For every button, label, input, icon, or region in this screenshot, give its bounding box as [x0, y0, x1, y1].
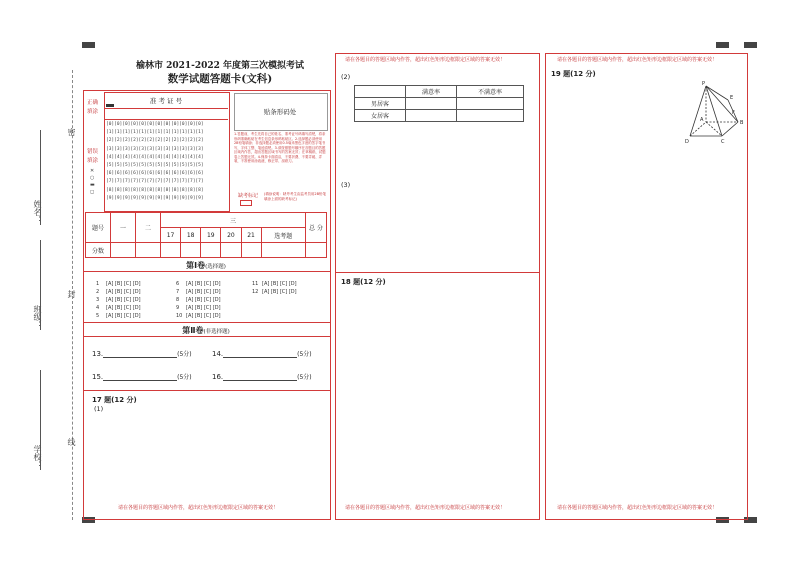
warning-text: 请在各题目的答题区域内作答，超出红色矩形边框限定区域的答案无效！ — [118, 505, 279, 511]
exam-number-entry-row — [104, 108, 228, 120]
digit-row: [3][3][3][3][3][3][3][3][3][3][3][3] — [106, 146, 204, 152]
figure-label-f: F — [732, 110, 735, 116]
score-col-18: 18 — [181, 228, 201, 243]
card-title: 数学试题答题卡(文科) — [167, 73, 273, 85]
score-cell[interactable] — [241, 243, 261, 258]
survey-header-empty — [355, 86, 406, 98]
name-line — [40, 130, 41, 225]
score-section-1: 一 — [111, 213, 136, 243]
score-cell[interactable] — [136, 243, 161, 258]
survey-cell[interactable] — [456, 98, 523, 110]
part2-divider — [83, 336, 330, 337]
exam-title: 榆林市 2021-2022 年度第三次模拟考试 — [135, 61, 305, 71]
alignment-marker — [716, 42, 729, 48]
warning-text: 请在各题目的答题区域内作答，超出红色矩形边框限定区域的答案无效！ — [345, 57, 506, 63]
school-line — [40, 370, 41, 470]
survey-header-satisfied: 满意率 — [406, 86, 457, 98]
digit-row: [1][1][1][1][1][1][1][1][1][1][1][1] — [106, 130, 204, 136]
pyramid-figure — [680, 78, 746, 146]
q16-part3-label: (3) — [341, 181, 351, 189]
q19-answer-area[interactable] — [548, 150, 743, 495]
alignment-marker — [82, 42, 95, 48]
mc-item[interactable]: 7 [A] [B] [C] [D] — [176, 289, 221, 295]
score-cell[interactable] — [161, 243, 181, 258]
part1-subtitle: (选择题) — [205, 264, 226, 270]
q19-title: 19 题(12 分) — [551, 70, 596, 78]
survey-cell[interactable] — [406, 98, 457, 110]
absent-mark-note: (填涂说明：缺考考生由监考员用2B铅笔填涂上面的缺考标记) — [264, 192, 326, 201]
mc-item[interactable]: 11 [A] [B] [C] [D] — [252, 281, 297, 287]
score-table — [85, 212, 327, 258]
wrong-fill-label: 错误填涂 — [87, 149, 99, 164]
wrong-fill-samples: ✕ ○ ▬ ◻ — [90, 168, 95, 195]
figure-label-c: C — [721, 139, 725, 145]
figure-label-p: P — [702, 81, 706, 87]
barcode-label: 贴条形码处 — [263, 108, 297, 116]
digit-bubble-grid[interactable] — [106, 121, 228, 203]
digit-row: [7][7][7][7][7][7][7][7][7][7][7][7] — [106, 179, 204, 185]
school-label: 学校： — [33, 445, 42, 469]
correct-fill-label: 正确填涂 — [87, 100, 99, 115]
score-col-21: 21 — [241, 228, 261, 243]
score-header-label: 题号 — [86, 213, 111, 243]
seal-xian: 线 — [67, 438, 76, 446]
score-col-elective: 选考题 — [261, 228, 305, 243]
score-cell[interactable] — [221, 243, 241, 258]
part2-subtitle: (非选择题) — [203, 329, 230, 335]
q17-divider — [83, 390, 330, 391]
name-label: 姓名： — [33, 200, 42, 224]
part1-heading — [83, 260, 329, 271]
digit-row: [8][8][8][8][8][8][8][8][8][8][8][8] — [106, 187, 204, 193]
alignment-marker — [744, 42, 757, 48]
digit-row: [9][9][9][9][9][9][9][9][9][9][9][9] — [106, 195, 204, 201]
mc-item[interactable]: 8 [A] [B] [C] [D] — [176, 297, 221, 303]
q18-answer-area[interactable] — [338, 290, 535, 495]
absent-mark-box[interactable] — [240, 200, 252, 206]
survey-table — [354, 85, 524, 122]
figure-label-d: D — [685, 139, 689, 145]
digit-row: [5][5][5][5][5][5][5][5][5][5][5][5] — [106, 163, 204, 169]
score-total-label: 总 分 — [306, 213, 327, 243]
exam-number-label: 准 考 证 号 — [149, 97, 183, 105]
q18-divider — [335, 272, 539, 273]
score-cell[interactable] — [111, 243, 136, 258]
class-label: 班级： — [33, 305, 42, 329]
mc-item[interactable]: 4 [A] [B] [C] [D] — [96, 305, 141, 311]
part2-title: 第Ⅱ卷 — [182, 326, 204, 335]
mc-item[interactable]: 1 [A] [B] [C] [D] — [96, 281, 141, 287]
score-row-label: 分数 — [86, 243, 111, 258]
q17-answer-area[interactable] — [86, 414, 326, 502]
fill-blank-14[interactable]: 14. (5分) — [212, 350, 312, 358]
figure-label-a: A — [700, 117, 704, 123]
instructions-text: 1.答题前，考生先将自己的姓名、准考证号码填写清楚，将条形码准确粘贴在考生信息条形码粘贴区。2.选择题必须使用2B铅笔填涂；非选择题必须使用0.5毫米黑色字迹的签字笔书写，字体工整、笔迹清楚。3.请按照题号顺序在各题目的答题区域内作答，超出答题区域书写的答案无效；在草稿纸、试题卷上答题无效。4.保持卡面清洁，不要折叠、不要弄破、弄皱，不准使用涂改液、修正带、刮纸刀。 — [234, 132, 326, 163]
survey-row-female: 女居客 — [355, 110, 406, 122]
score-section-3: 三 — [161, 213, 306, 228]
seal-mi: 密 — [67, 128, 76, 136]
fill-blank-16[interactable]: 16. (5分) — [212, 373, 312, 381]
mc-item[interactable]: 6 [A] [B] [C] [D] — [176, 281, 221, 287]
survey-cell[interactable] — [456, 110, 523, 122]
score-col-20: 20 — [221, 228, 241, 243]
score-cell[interactable] — [261, 243, 305, 258]
fill-blank-13[interactable]: 13. (5分) — [92, 350, 192, 358]
warning-text: 请在各题目的答题区域内作答，超出红色矩形边框限定区域的答案无效！ — [557, 505, 718, 511]
score-section-2: 二 — [136, 213, 161, 243]
q18-title: 18 题(12 分) — [341, 278, 386, 286]
seal-feng: 封 — [67, 290, 76, 298]
q16-answer-area[interactable] — [338, 125, 535, 270]
survey-cell[interactable] — [406, 110, 457, 122]
warning-text: 请在各题目的答题区域内作答，超出红色矩形边框限定区域的答案无效！ — [557, 57, 718, 63]
mc-item[interactable]: 12 [A] [B] [C] [D] — [252, 289, 297, 295]
q17-part1: (1) — [94, 405, 104, 413]
survey-row-male: 男居客 — [355, 98, 406, 110]
part1-title: 第Ⅰ卷 — [186, 261, 206, 270]
figure-label-b: B — [740, 120, 744, 126]
figure-label-e: E — [730, 95, 734, 101]
score-cell[interactable] — [201, 243, 221, 258]
fill-blank-15[interactable]: 15. (5分) — [92, 373, 192, 381]
digit-row: [6][6][6][6][6][6][6][6][6][6][6][6] — [106, 171, 204, 177]
q17-title: 17 题(12 分) — [92, 396, 137, 404]
score-col-19: 19 — [201, 228, 221, 243]
part2-heading — [83, 325, 329, 336]
q16-part2-label: (2) — [341, 73, 351, 81]
absent-mark-label: 缺考标记 — [238, 193, 259, 199]
mc-item[interactable]: 9 [A] [B] [C] [D] — [176, 305, 221, 311]
mc-item[interactable]: 5 [A] [B] [C] [D] — [96, 313, 141, 319]
score-cell[interactable] — [181, 243, 201, 258]
digit-row: [0][0][0][0][0][0][0][0][0][0][0][0] — [106, 122, 204, 127]
part1-bottom-divider — [83, 322, 330, 323]
part1-divider — [83, 271, 330, 272]
score-col-17: 17 — [161, 228, 181, 243]
warning-text: 请在各题目的答题区域内作答，超出红色矩形边框限定区域的答案无效！ — [345, 505, 506, 511]
mc-item[interactable]: 10 [A] [B] [C] [D] — [176, 313, 221, 319]
survey-header-unsatisfied: 不满意率 — [456, 86, 523, 98]
mc-item[interactable]: 2 [A] [B] [C] [D] — [96, 289, 141, 295]
digit-row: [4][4][4][4][4][4][4][4][4][4][4][4] — [106, 154, 204, 160]
class-line — [40, 240, 41, 330]
score-cell[interactable] — [306, 243, 327, 258]
digit-row: [2][2][2][2][2][2][2][2][2][2][2][2] — [106, 138, 204, 144]
mc-item[interactable]: 3 [A] [B] [C] [D] — [96, 297, 141, 303]
